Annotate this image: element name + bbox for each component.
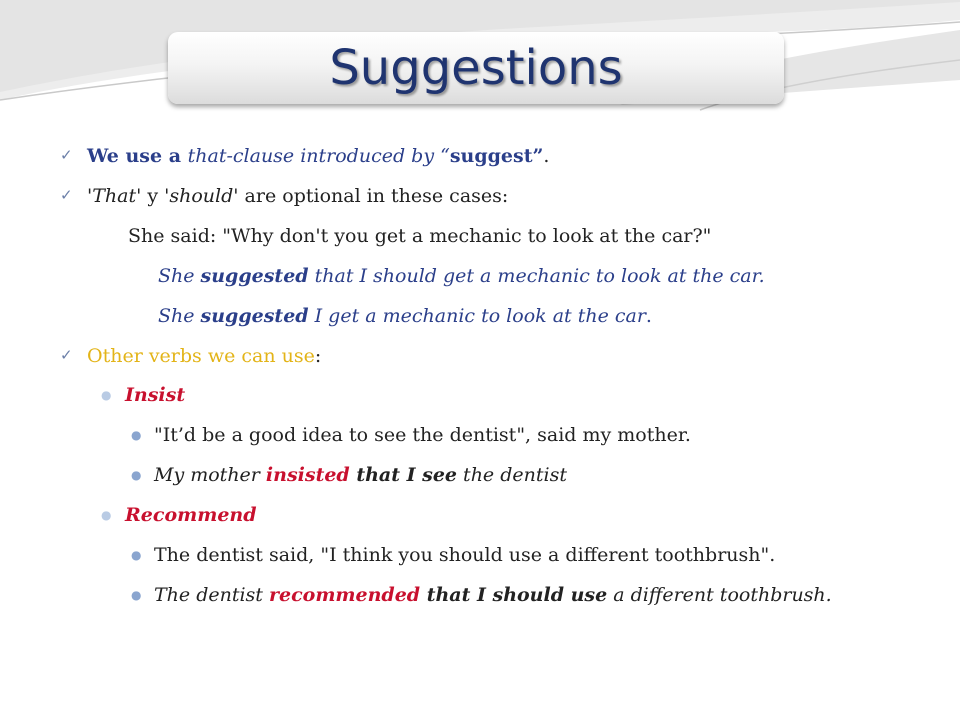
text-she: She [158, 305, 201, 327]
page-title: Suggestions [329, 40, 623, 96]
text-period: . [645, 305, 652, 327]
bullet-dot-icon: ● [131, 468, 142, 482]
text-that-i-should-use: that I should use [420, 584, 608, 606]
text-suggested: suggested [200, 305, 309, 327]
example-should-get [158, 263, 765, 289]
text-y: y [141, 185, 165, 207]
checkmark-icon: ✓ [60, 186, 73, 204]
bullet-other-verbs [87, 343, 321, 369]
text-suggest: suggest” [449, 145, 544, 167]
text-that-clause: that-clause introduced by “ [187, 145, 450, 167]
quote-mechanic: She said: "Why don't you get a mechanic to look at the car?" [128, 225, 712, 247]
text-that-i-see: that I see [349, 464, 458, 486]
text-my-mother: My mother [154, 464, 266, 486]
text-colon: : [314, 345, 322, 367]
bullet-dot-icon: ● [131, 548, 142, 562]
text-the-dentist: the dentist [457, 464, 567, 486]
checkmark-icon: ✓ [60, 346, 73, 364]
quote-toothbrush: The dentist said, "I think you should use a different toothbrush". [154, 544, 776, 566]
text-period: . [543, 145, 550, 167]
heading-recommend: Recommend [125, 504, 257, 526]
example-recommended [154, 582, 832, 608]
text-suggested: suggested [200, 265, 309, 287]
title-box [168, 32, 784, 104]
text-insisted: insisted [265, 464, 350, 486]
bullet-dot-icon: ● [131, 428, 142, 442]
text-the-dentist: The dentist [154, 584, 269, 606]
heading-insist: Insist [125, 384, 186, 406]
example-i-get [158, 303, 652, 329]
text-different-toothbrush: a different toothbrush. [607, 584, 832, 606]
text-she: She [158, 265, 201, 287]
bullet-dot-icon: ● [101, 388, 112, 402]
bullet-optional [87, 183, 508, 209]
bullet-dot-icon: ● [101, 508, 112, 522]
text-recommended: recommended [268, 584, 421, 606]
text-that: 'That' [87, 185, 142, 207]
text-rest: I get a mechanic to look at the car [308, 305, 646, 327]
quote-dentist: "It’d be a good idea to see the dentist", said my mother. [154, 424, 691, 446]
bullet-that-clause [87, 143, 549, 169]
text-other-verbs: Other verbs we can use [87, 345, 315, 367]
text-rest: that I should get a mechanic to look at the car. [308, 265, 765, 287]
checkmark-icon: ✓ [60, 146, 73, 164]
text-we-use-a: We use a [87, 145, 188, 167]
text-should: 'should' [164, 185, 239, 207]
bullet-dot-icon: ● [131, 588, 142, 602]
example-insisted [154, 462, 567, 488]
text-optional: are optional in these cases: [238, 185, 509, 207]
